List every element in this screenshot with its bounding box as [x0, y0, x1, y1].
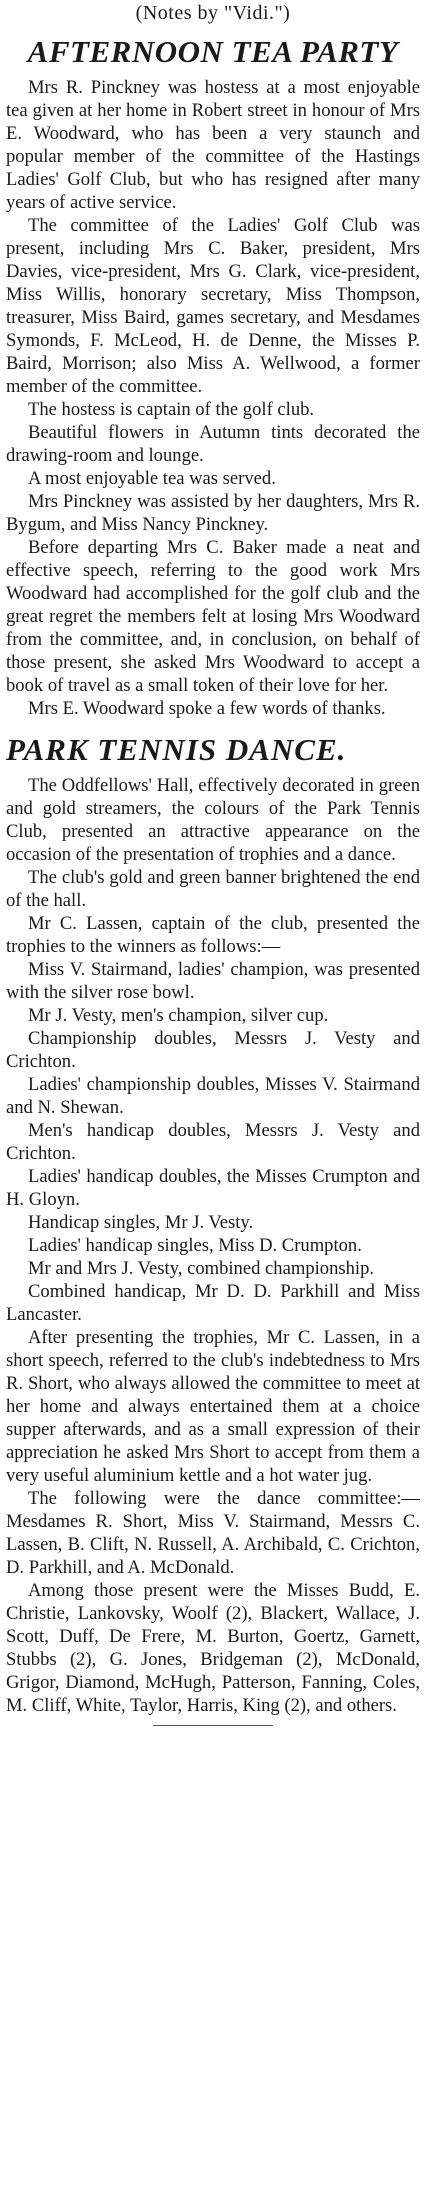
paragraph: The committee of the Ladies' Golf Club was present, including Mrs C. Baker, president, Mrs Davies, vice-president, Mrs G. Clark, vice-president, Miss Willis, honorary secretary, Miss Thompson, treasurer, Miss Baird, games secretary, and Mesdames Symonds, F. McLeod, H. de Denne, the Misses P. Baird, Morrison; also Miss A. Wellwood, a former member of the committee.	[6, 215, 420, 397]
paragraph: Miss V. Stairmand, ladies' champion, was presented with the silver rose bowl.	[6, 959, 420, 1003]
paragraph: Ladies' handicap singles, Miss D. Crumpton.	[28, 1235, 362, 1256]
paragraph: Before departing Mrs C. Baker made a neat and effective speech, referring to the good work Mrs Woodward had accomplished for the golf club and the great regret the members felt at losing Mrs Woodward from the committee, and, in conclusion, on behalf of those present, she asked Mrs Woodward to accept a book of travel as a small token of their love for her.	[6, 537, 420, 696]
paragraph: Mrs Pinckney was assisted by her daughters, Mrs R. Bygum, and Miss Nancy Pinckney.	[6, 491, 420, 535]
paragraph: Mr J. Vesty, men's champion, silver cup.	[28, 1005, 329, 1026]
paragraph: Mr C. Lassen, captain of the club, presented the trophies to the winners as follows:—	[6, 913, 420, 957]
column-divider	[153, 1725, 273, 1726]
paragraph: The hostess is captain of the golf club.	[28, 399, 315, 420]
paragraph: Mrs E. Woodward spoke a few words of thanks.	[28, 698, 386, 719]
headline-park-tennis-dance: PARK TENNIS DANCE.	[6, 732, 347, 767]
paragraph: Handicap singles, Mr J. Vesty.	[28, 1212, 254, 1233]
paragraph: Ladies' championship doubles, Misses V. Stairmand and N. Shewan.	[6, 1074, 420, 1118]
paragraph: Among those present were the Misses Budd, E. Christie, Lankovsky, Woolf (2), Blackert, Wallace, J. Scott, Duff, De Frere, M. Burton, Goertz, Garnett, Stubbs (2), G. Jones, Bridgeman (2), McDonald, Grigor, Diamond, McHugh, Patterson, Fanning, Coles, M. Cliff, White, Taylor, Harris, King (2), and others.	[6, 1580, 420, 1716]
paragraph: Championship doubles, Messrs J. Vesty and Crichton.	[6, 1028, 420, 1072]
paragraph: Beautiful flowers in Autumn tints decorated the drawing-room and lounge.	[6, 422, 420, 466]
article-park-tennis-dance	[6, 774, 420, 1717]
paragraph: A most enjoyable tea was served.	[28, 468, 276, 489]
paragraph: The following were the dance committee:—Mesdames R. Short, Miss V. Stairmand, Messrs C. Lassen, B. Clift, N. Russell, A. Archibald, C. Crichton, D. Parkhill, and A. McDonald.	[6, 1488, 420, 1578]
paragraph: Ladies' handicap doubles, the Misses Crumpton and H. Gloyn.	[6, 1166, 420, 1210]
paragraph: The Oddfellows' Hall, effectively decorated in green and gold streamers, the colours of the Park Tennis Club, presented an attractive appearance on the occasion of the presentation of trophies and a dance.	[6, 775, 420, 865]
byline: (Notes by "Vidi.")	[135, 2, 291, 24]
paragraph: The club's gold and green banner brightened the end of the hall.	[6, 867, 420, 911]
article-afternoon-tea-party	[6, 76, 420, 720]
paragraph: Combined handicap, Mr D. D. Parkhill and Miss Lancaster.	[6, 1281, 420, 1325]
paragraph: Men's handicap doubles, Messrs J. Vesty and Crichton.	[6, 1120, 420, 1164]
paragraph: After presenting the trophies, Mr C. Lassen, in a short speech, referred to the club's indebtedness to Mrs R. Short, who always allowed the committee to meet at her home and always entertained them at a choice supper afterwards, and as a small expression of their appreciation he asked Mrs Short to accept from them a very useful aluminium kettle and a hot water jug.	[6, 1327, 420, 1486]
paragraph: Mrs R. Pinckney was hostess at a most enjoyable tea given at her home in Robert street in honour of Mrs E. Woodward, who has been a very staunch and popular member of the committee of the Hastings Ladies' Golf Club, but who has resigned after many years of active service.	[6, 77, 420, 213]
headline-afternoon-tea-party: AFTERNOON TEA PARTY	[27, 34, 399, 69]
paragraph: Mr and Mrs J. Vesty, combined championship.	[28, 1258, 375, 1279]
